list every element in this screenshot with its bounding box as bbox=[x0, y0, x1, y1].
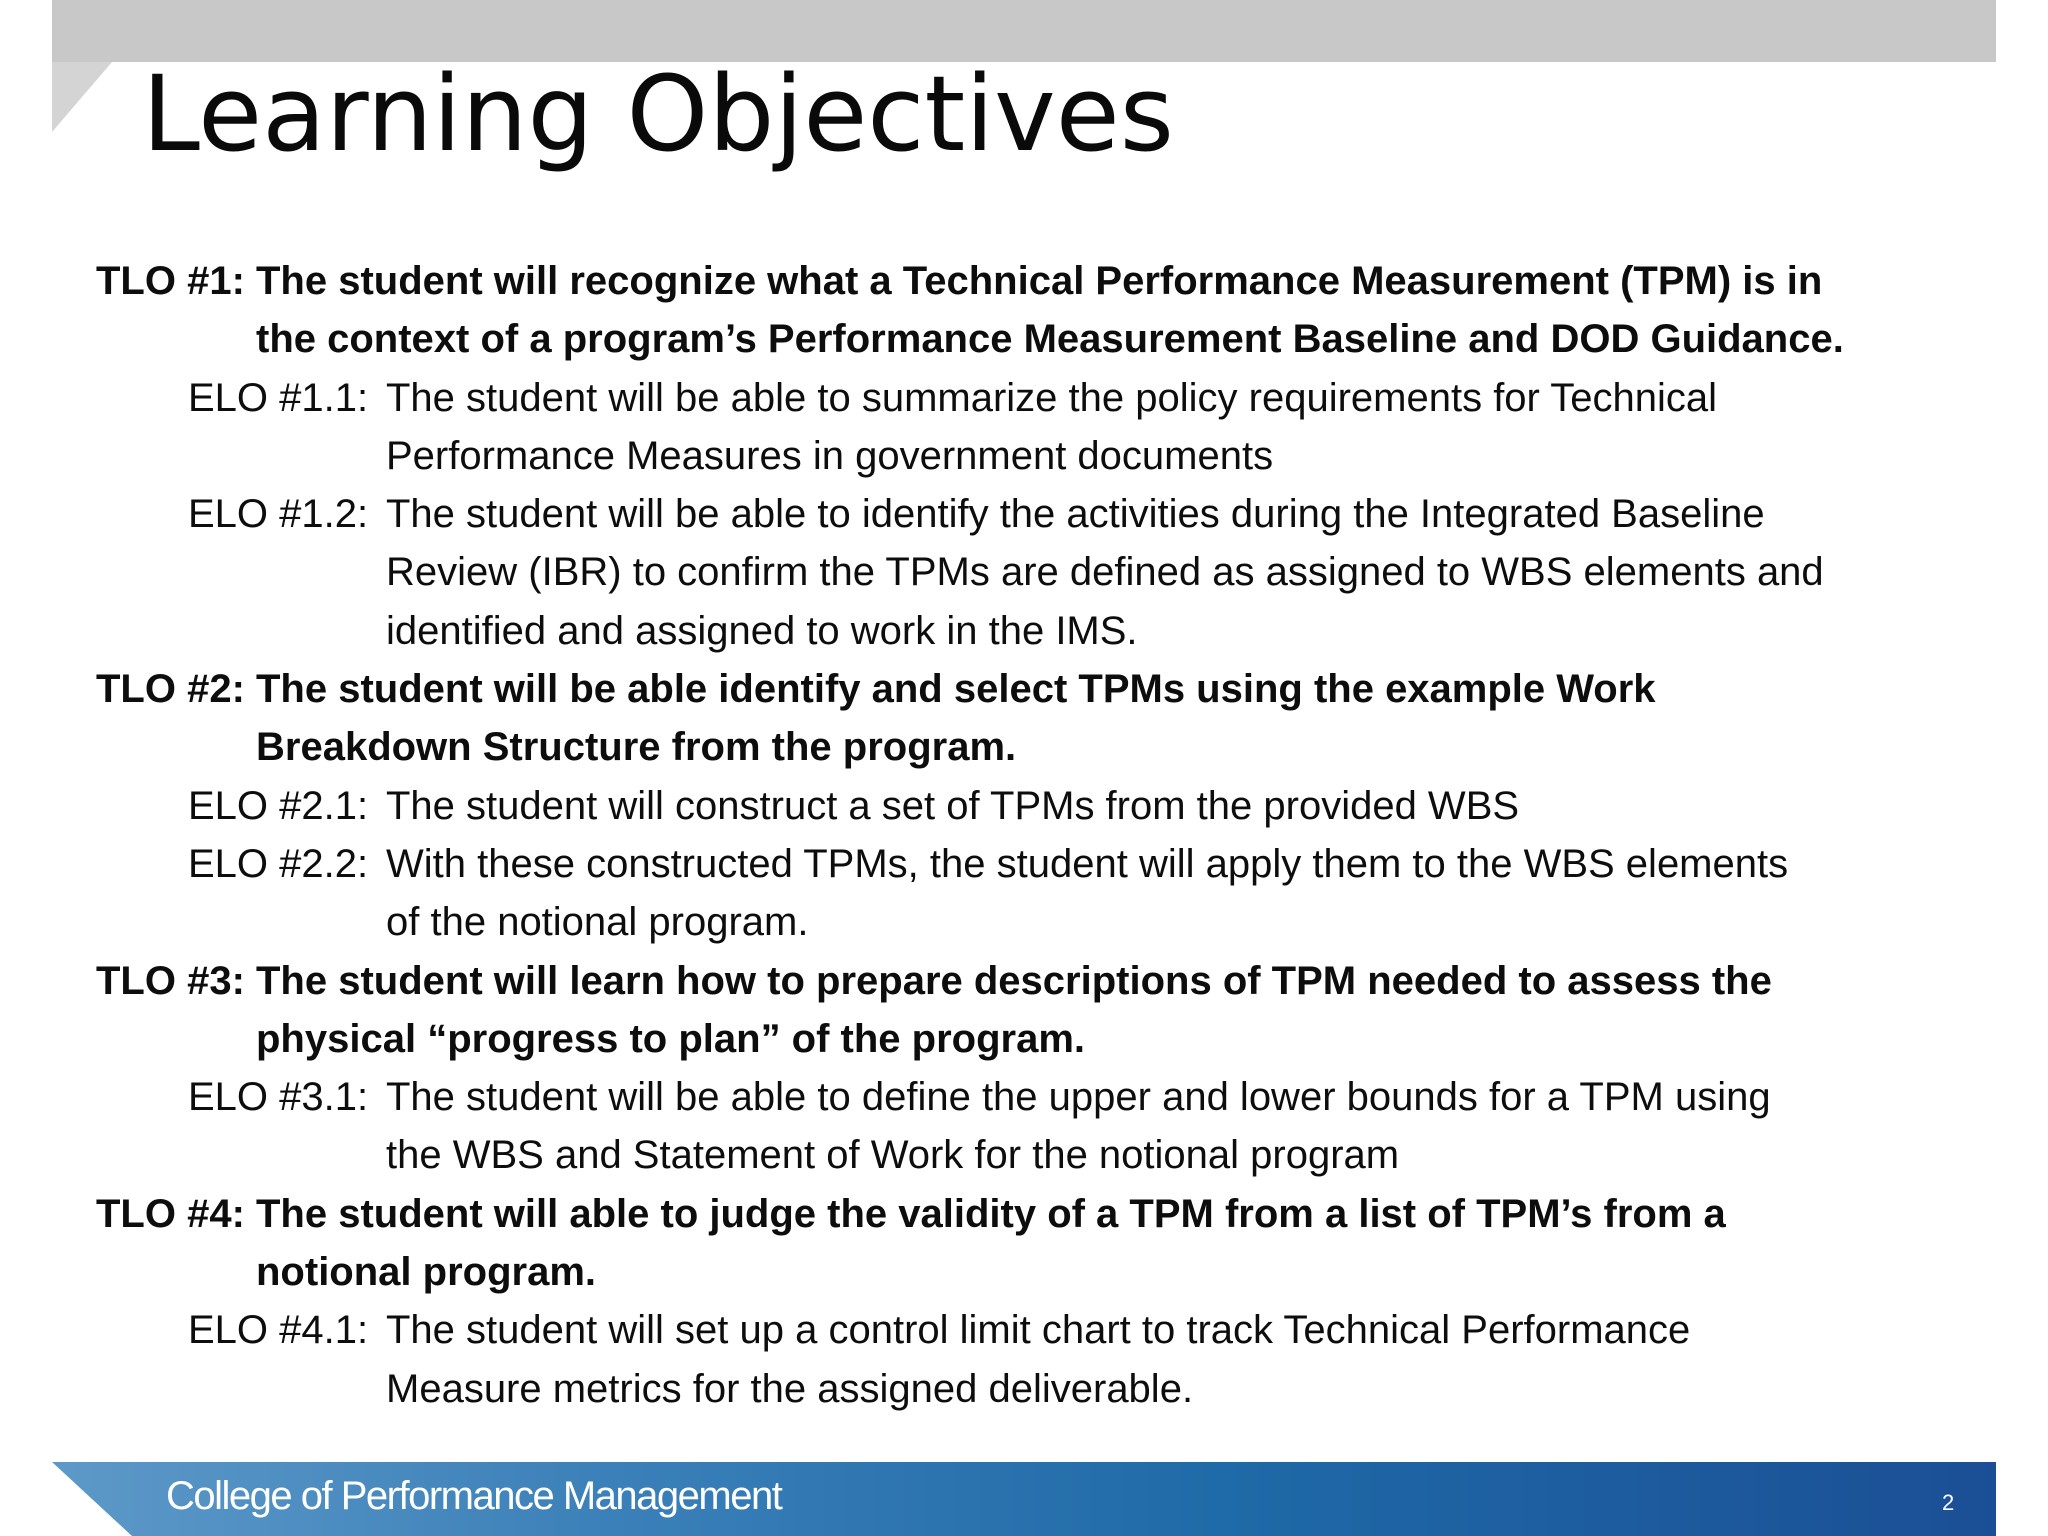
elo-1-2-text bbox=[386, 485, 1996, 660]
slide-title: Learning Objectives bbox=[142, 53, 1174, 175]
elo-1-2 bbox=[188, 485, 1996, 660]
elo-4-1-text bbox=[386, 1301, 1996, 1418]
tlo-1-text bbox=[256, 252, 1996, 369]
tlo-3-line: physical “progress to plan” of the program. bbox=[256, 1016, 1086, 1061]
elo-1-1-line: Performance Measures in government documents bbox=[386, 433, 1274, 478]
tlo-1-line: the context of a program’s Performance Measurement Baseline and DOD Guidance. bbox=[256, 317, 1844, 362]
footer-organization-name: College of Performance Management bbox=[166, 1474, 782, 1518]
elo-1-2-line: identified and assigned to work in the IMS. bbox=[386, 608, 1138, 653]
tlo-3-text bbox=[256, 952, 1996, 1069]
elo-3-1-line: The student will be able to define the upper and lower bounds for a TPM using bbox=[386, 1075, 1771, 1120]
header-wedge bbox=[52, 62, 112, 132]
elo-2-2-text bbox=[386, 835, 1996, 952]
elo-3-1 bbox=[188, 1068, 1996, 1185]
tlo-4-line: notional program. bbox=[256, 1250, 596, 1295]
elo-2-1 bbox=[188, 777, 1996, 835]
objectives-list bbox=[96, 252, 1996, 1418]
elo-1-2-line: Review (IBR) to confirm the TPMs are defined as assigned to WBS elements and bbox=[386, 550, 1824, 595]
tlo-1 bbox=[96, 252, 1996, 369]
elo-1-2-prefix: ELO #1.2: bbox=[188, 492, 369, 537]
elo-1-2-line: The student will be able to identify the activities during the Integrated Baseline bbox=[386, 492, 1765, 537]
footer-wedge bbox=[52, 1462, 132, 1536]
tlo-3-prefix: TLO #3: bbox=[96, 958, 245, 1003]
elo-1-1-line: The student will be able to summarize the policy requirements for Technical bbox=[386, 375, 1718, 420]
elo-2-2-line: With these constructed TPMs, the student will apply them to the WBS elements bbox=[386, 841, 1789, 886]
elo-2-2-line: of the notional program. bbox=[386, 900, 809, 945]
tlo-4 bbox=[96, 1185, 1996, 1302]
tlo-3 bbox=[96, 952, 1996, 1069]
page-number: 2 bbox=[1942, 1490, 1955, 1515]
elo-4-1-prefix: ELO #4.1: bbox=[188, 1308, 369, 1353]
elo-3-1-line: the WBS and Statement of Work for the notional program bbox=[386, 1133, 1400, 1178]
tlo-2-prefix: TLO #2: bbox=[96, 667, 245, 712]
elo-2-2 bbox=[188, 835, 1996, 952]
tlo-4-line: The student will able to judge the validity of a TPM from a list of TPM’s from a bbox=[256, 1191, 1726, 1236]
tlo-4-prefix: TLO #4: bbox=[96, 1191, 245, 1236]
tlo-4-text bbox=[256, 1185, 1996, 1302]
tlo-2-text bbox=[256, 660, 1996, 777]
elo-1-1-prefix: ELO #1.1: bbox=[188, 375, 369, 420]
elo-1-1-text bbox=[386, 369, 1996, 486]
tlo-1-prefix: TLO #1: bbox=[96, 259, 245, 303]
tlo-3-line: The student will learn how to prepare descriptions of TPM needed to assess the bbox=[256, 958, 1772, 1003]
tlo-2-line: The student will be able identify and select TPMs using the example Work bbox=[256, 667, 1656, 712]
elo-2-2-prefix: ELO #2.2: bbox=[188, 841, 369, 886]
elo-3-1-prefix: ELO #3.1: bbox=[188, 1075, 369, 1120]
tlo-2 bbox=[96, 660, 1996, 777]
elo-4-1-line: Measure metrics for the assigned deliverable. bbox=[386, 1366, 1194, 1411]
elo-1-1 bbox=[188, 369, 1996, 486]
elo-3-1-text bbox=[386, 1068, 1996, 1185]
elo-2-1-text bbox=[386, 777, 1996, 835]
tlo-2-line: Breakdown Structure from the program. bbox=[256, 725, 1017, 770]
tlo-1-line: The student will recognize what a Technical Performance Measurement (TPM) is in bbox=[256, 259, 1823, 303]
elo-2-1-line: The student will construct a set of TPMs from the provided WBS bbox=[386, 783, 1520, 828]
elo-2-1-prefix: ELO #2.1: bbox=[188, 783, 369, 828]
elo-4-1 bbox=[188, 1301, 1996, 1418]
elo-4-1-line: The student will set up a control limit chart to track Technical Performance bbox=[386, 1308, 1691, 1353]
